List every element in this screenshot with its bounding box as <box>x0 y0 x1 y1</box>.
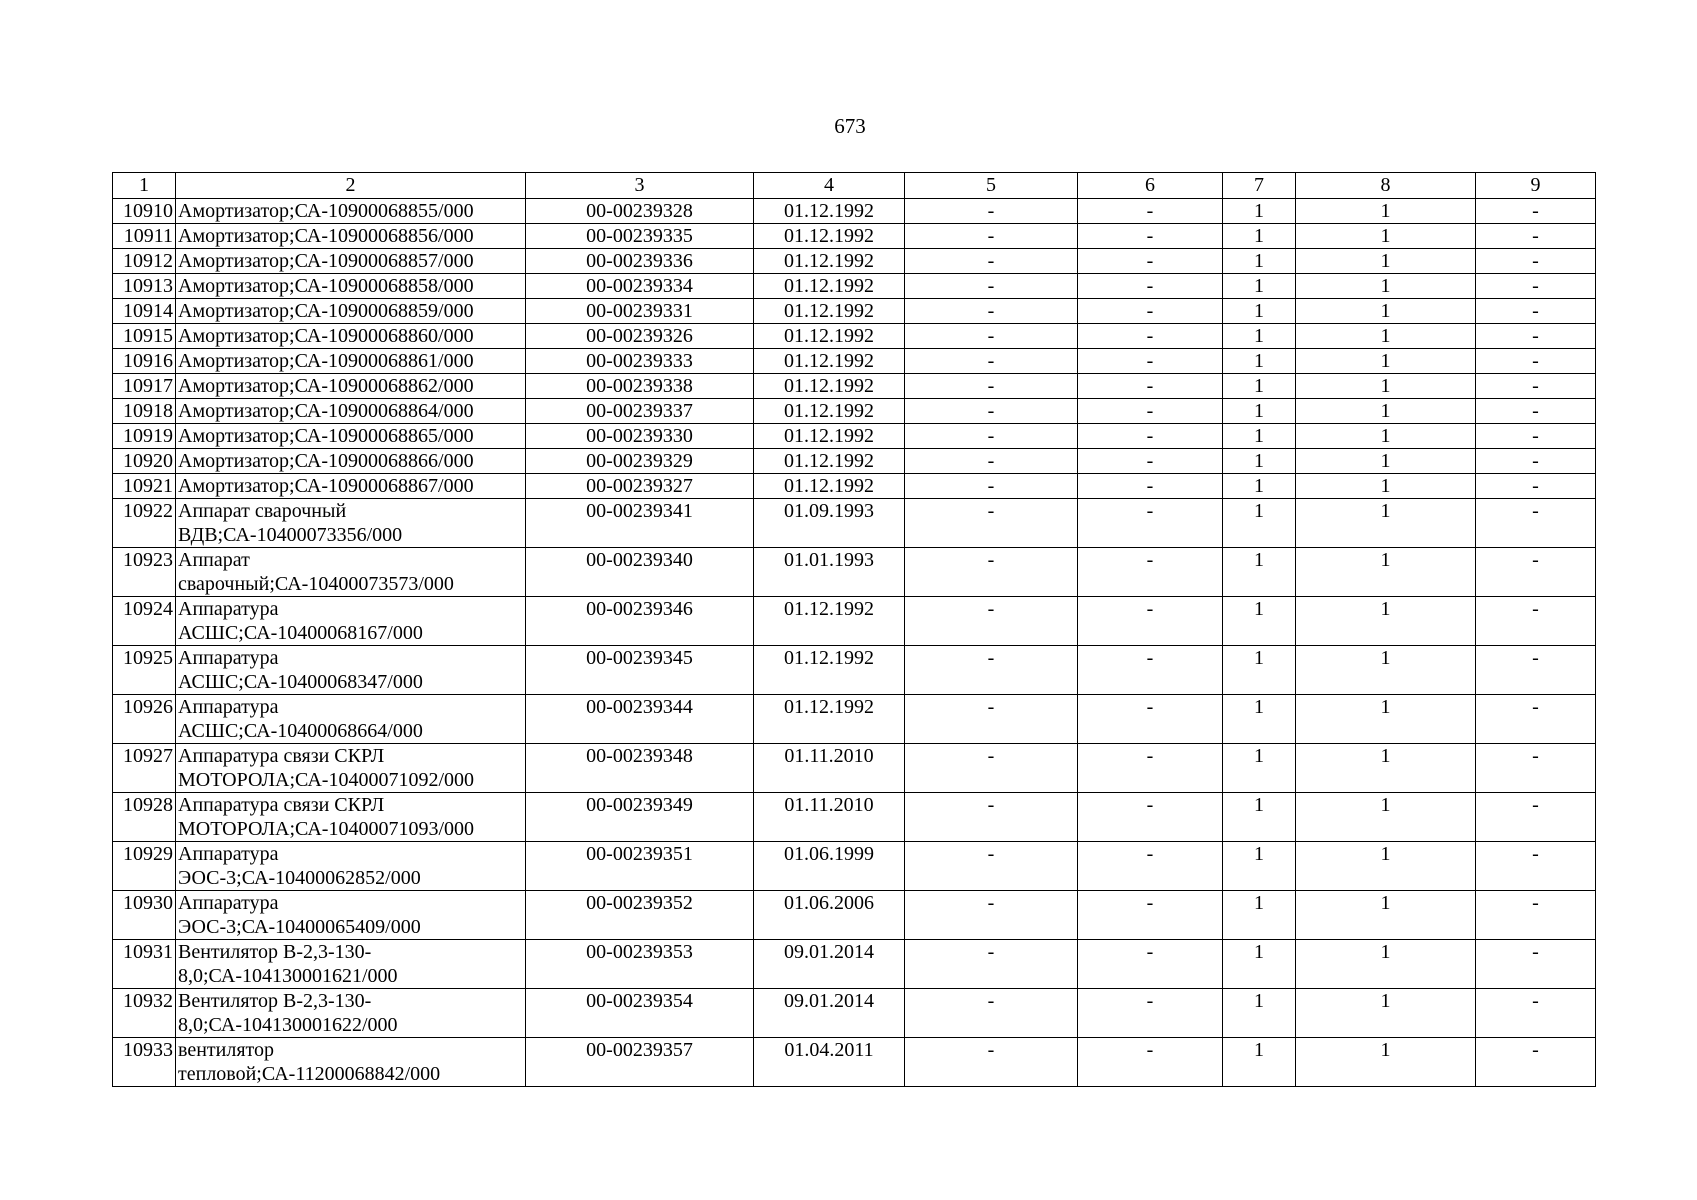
value-6-cell: - <box>1078 842 1223 891</box>
value-8-cell: 1 <box>1296 349 1476 374</box>
item-name-cell: Аппарат сварочный ВДВ;СА-10400073356/000 <box>176 499 526 548</box>
value-7-cell: 1 <box>1223 374 1296 399</box>
value-7-cell: 1 <box>1223 499 1296 548</box>
column-header-3: 3 <box>526 173 754 199</box>
inventory-number-cell: 00-00239331 <box>526 299 754 324</box>
value-6-cell: - <box>1078 399 1223 424</box>
inventory-number-cell: 00-00239327 <box>526 474 754 499</box>
table-row <box>113 399 1596 424</box>
value-7-cell: 1 <box>1223 324 1296 349</box>
item-name-cell: Аппаратура ЭОС-3;СА-10400062852/000 <box>176 842 526 891</box>
inventory-number-cell: 00-00239340 <box>526 548 754 597</box>
row-number-cell: 10923 <box>113 548 176 597</box>
item-name-cell: Амортизатор;СА-10900068857/000 <box>176 249 526 274</box>
row-number-cell: 10925 <box>113 646 176 695</box>
date-cell: 01.12.1992 <box>754 399 905 424</box>
value-9-cell: - <box>1476 449 1596 474</box>
column-header-7: 7 <box>1223 173 1296 199</box>
value-9-cell: - <box>1476 548 1596 597</box>
date-cell: 01.12.1992 <box>754 474 905 499</box>
value-5-cell: - <box>905 299 1078 324</box>
value-5-cell: - <box>905 349 1078 374</box>
column-header-2: 2 <box>176 173 526 199</box>
value-6-cell: - <box>1078 249 1223 274</box>
table-row <box>113 274 1596 299</box>
row-number-cell: 10932 <box>113 989 176 1038</box>
row-number-cell: 10921 <box>113 474 176 499</box>
value-9-cell: - <box>1476 891 1596 940</box>
column-header-4: 4 <box>754 173 905 199</box>
value-6-cell: - <box>1078 474 1223 499</box>
date-cell: 01.11.2010 <box>754 793 905 842</box>
inventory-number-cell: 00-00239354 <box>526 989 754 1038</box>
inventory-number-cell: 00-00239334 <box>526 274 754 299</box>
table-row <box>113 324 1596 349</box>
column-header-9: 9 <box>1476 173 1596 199</box>
table-row <box>113 424 1596 449</box>
date-cell: 01.12.1992 <box>754 349 905 374</box>
table-row <box>113 374 1596 399</box>
value-7-cell: 1 <box>1223 744 1296 793</box>
value-5-cell: - <box>905 424 1078 449</box>
value-5-cell: - <box>905 224 1078 249</box>
inventory-number-cell: 00-00239330 <box>526 424 754 449</box>
value-9-cell: - <box>1476 646 1596 695</box>
value-7-cell: 1 <box>1223 989 1296 1038</box>
table-row <box>113 597 1596 646</box>
value-7-cell: 1 <box>1223 548 1296 597</box>
value-5-cell: - <box>905 274 1078 299</box>
value-7-cell: 1 <box>1223 449 1296 474</box>
value-9-cell: - <box>1476 940 1596 989</box>
value-7-cell: 1 <box>1223 249 1296 274</box>
item-name-cell: Аппаратура связи СКРЛ МОТОРОЛА;СА-10400071093/000 <box>176 793 526 842</box>
row-number-cell: 10915 <box>113 324 176 349</box>
value-7-cell: 1 <box>1223 842 1296 891</box>
value-9-cell: - <box>1476 324 1596 349</box>
row-number-cell: 10931 <box>113 940 176 989</box>
row-number-cell: 10922 <box>113 499 176 548</box>
value-9-cell: - <box>1476 474 1596 499</box>
row-number-cell: 10919 <box>113 424 176 449</box>
item-name-cell: Вентилятор В-2,3-130-8,0;СА-104130001622/000 <box>176 989 526 1038</box>
item-name-cell: Амортизатор;СА-10900068855/000 <box>176 199 526 224</box>
inventory-number-cell: 00-00239337 <box>526 399 754 424</box>
table-row <box>113 940 1596 989</box>
date-cell: 09.01.2014 <box>754 989 905 1038</box>
table-row <box>113 449 1596 474</box>
header-row <box>113 173 1596 199</box>
inventory-number-cell: 00-00239351 <box>526 842 754 891</box>
register-body <box>113 173 1596 1087</box>
date-cell: 01.11.2010 <box>754 744 905 793</box>
value-6-cell: - <box>1078 989 1223 1038</box>
value-9-cell: - <box>1476 349 1596 374</box>
date-cell: 01.12.1992 <box>754 324 905 349</box>
value-9-cell: - <box>1476 842 1596 891</box>
row-number-cell: 10920 <box>113 449 176 474</box>
date-cell: 01.12.1992 <box>754 424 905 449</box>
row-number-cell: 10930 <box>113 891 176 940</box>
value-9-cell: - <box>1476 597 1596 646</box>
inventory-number-cell: 00-00239338 <box>526 374 754 399</box>
value-8-cell: 1 <box>1296 548 1476 597</box>
value-9-cell: - <box>1476 399 1596 424</box>
inventory-number-cell: 00-00239345 <box>526 646 754 695</box>
inventory-number-cell: 00-00239348 <box>526 744 754 793</box>
value-8-cell: 1 <box>1296 249 1476 274</box>
value-8-cell: 1 <box>1296 224 1476 249</box>
table-row <box>113 548 1596 597</box>
row-number-cell: 10910 <box>113 199 176 224</box>
value-6-cell: - <box>1078 349 1223 374</box>
value-8-cell: 1 <box>1296 597 1476 646</box>
date-cell: 01.12.1992 <box>754 199 905 224</box>
item-name-cell: Аппарат сварочный;СА-10400073573/000 <box>176 548 526 597</box>
value-8-cell: 1 <box>1296 793 1476 842</box>
row-number-cell: 10913 <box>113 274 176 299</box>
date-cell: 01.12.1992 <box>754 224 905 249</box>
value-9-cell: - <box>1476 424 1596 449</box>
value-9-cell: - <box>1476 299 1596 324</box>
value-5-cell: - <box>905 793 1078 842</box>
table-row <box>113 299 1596 324</box>
value-5-cell: - <box>905 474 1078 499</box>
row-number-cell: 10911 <box>113 224 176 249</box>
value-8-cell: 1 <box>1296 1038 1476 1087</box>
value-8-cell: 1 <box>1296 695 1476 744</box>
item-name-cell: вентилятор тепловой;СА-11200068842/000 <box>176 1038 526 1087</box>
value-8-cell: 1 <box>1296 989 1476 1038</box>
value-8-cell: 1 <box>1296 646 1476 695</box>
value-7-cell: 1 <box>1223 399 1296 424</box>
row-number-cell: 10917 <box>113 374 176 399</box>
value-5-cell: - <box>905 399 1078 424</box>
row-number-cell: 10928 <box>113 793 176 842</box>
value-9-cell: - <box>1476 199 1596 224</box>
inventory-number-cell: 00-00239329 <box>526 449 754 474</box>
value-7-cell: 1 <box>1223 1038 1296 1087</box>
value-5-cell: - <box>905 940 1078 989</box>
value-8-cell: 1 <box>1296 424 1476 449</box>
value-7-cell: 1 <box>1223 299 1296 324</box>
value-6-cell: - <box>1078 1038 1223 1087</box>
value-8-cell: 1 <box>1296 474 1476 499</box>
date-cell: 01.12.1992 <box>754 646 905 695</box>
value-6-cell: - <box>1078 274 1223 299</box>
item-name-cell: Аппаратура АСШС;СА-10400068167/000 <box>176 597 526 646</box>
date-cell: 01.04.2011 <box>754 1038 905 1087</box>
inventory-number-cell: 00-00239349 <box>526 793 754 842</box>
item-name-cell: Амортизатор;СА-10900068862/000 <box>176 374 526 399</box>
date-cell: 01.12.1992 <box>754 299 905 324</box>
item-name-cell: Аппаратура АСШС;СА-10400068347/000 <box>176 646 526 695</box>
table-row <box>113 646 1596 695</box>
value-9-cell: - <box>1476 695 1596 744</box>
table-row <box>113 744 1596 793</box>
value-5-cell: - <box>905 249 1078 274</box>
date-cell: 01.12.1992 <box>754 249 905 274</box>
inventory-number-cell: 00-00239335 <box>526 224 754 249</box>
item-name-cell: Амортизатор;СА-10900068865/000 <box>176 424 526 449</box>
table-row <box>113 793 1596 842</box>
table-row <box>113 499 1596 548</box>
value-6-cell: - <box>1078 793 1223 842</box>
column-header-1: 1 <box>113 173 176 199</box>
table-row <box>113 891 1596 940</box>
date-cell: 09.01.2014 <box>754 940 905 989</box>
row-number-cell: 10912 <box>113 249 176 274</box>
table-row <box>113 989 1596 1038</box>
value-8-cell: 1 <box>1296 744 1476 793</box>
value-6-cell: - <box>1078 597 1223 646</box>
inventory-number-cell: 00-00239341 <box>526 499 754 548</box>
value-5-cell: - <box>905 646 1078 695</box>
inventory-number-cell: 00-00239357 <box>526 1038 754 1087</box>
inventory-number-cell: 00-00239326 <box>526 324 754 349</box>
item-name-cell: Аппаратура АСШС;СА-10400068664/000 <box>176 695 526 744</box>
item-name-cell: Аппаратура ЭОС-3;СА-10400065409/000 <box>176 891 526 940</box>
value-7-cell: 1 <box>1223 695 1296 744</box>
item-name-cell: Вентилятор В-2,3-130-8,0;СА-104130001621/000 <box>176 940 526 989</box>
table-row <box>113 224 1596 249</box>
inventory-number-cell: 00-00239333 <box>526 349 754 374</box>
date-cell: 01.12.1992 <box>754 374 905 399</box>
item-name-cell: Амортизатор;СА-10900068866/000 <box>176 449 526 474</box>
row-number-cell: 10924 <box>113 597 176 646</box>
value-6-cell: - <box>1078 646 1223 695</box>
value-5-cell: - <box>905 842 1078 891</box>
value-6-cell: - <box>1078 224 1223 249</box>
value-7-cell: 1 <box>1223 199 1296 224</box>
value-6-cell: - <box>1078 891 1223 940</box>
value-7-cell: 1 <box>1223 891 1296 940</box>
value-7-cell: 1 <box>1223 646 1296 695</box>
value-8-cell: 1 <box>1296 374 1476 399</box>
item-name-cell: Амортизатор;СА-10900068856/000 <box>176 224 526 249</box>
value-5-cell: - <box>905 449 1078 474</box>
inventory-number-cell: 00-00239346 <box>526 597 754 646</box>
inventory-number-cell: 00-00239336 <box>526 249 754 274</box>
date-cell: 01.09.1993 <box>754 499 905 548</box>
item-name-cell: Амортизатор;СА-10900068860/000 <box>176 324 526 349</box>
value-5-cell: - <box>905 374 1078 399</box>
row-number-cell: 10918 <box>113 399 176 424</box>
table-row <box>113 349 1596 374</box>
value-9-cell: - <box>1476 274 1596 299</box>
value-7-cell: 1 <box>1223 274 1296 299</box>
date-cell: 01.01.1993 <box>754 548 905 597</box>
item-name-cell: Амортизатор;СА-10900068861/000 <box>176 349 526 374</box>
value-9-cell: - <box>1476 744 1596 793</box>
row-number-cell: 10929 <box>113 842 176 891</box>
row-number-cell: 10927 <box>113 744 176 793</box>
value-7-cell: 1 <box>1223 940 1296 989</box>
value-7-cell: 1 <box>1223 349 1296 374</box>
row-number-cell: 10916 <box>113 349 176 374</box>
inventory-number-cell: 00-00239352 <box>526 891 754 940</box>
row-number-cell: 10926 <box>113 695 176 744</box>
table-row <box>113 695 1596 744</box>
value-8-cell: 1 <box>1296 274 1476 299</box>
value-8-cell: 1 <box>1296 499 1476 548</box>
value-8-cell: 1 <box>1296 449 1476 474</box>
register-table <box>112 172 1596 1087</box>
value-9-cell: - <box>1476 374 1596 399</box>
value-8-cell: 1 <box>1296 199 1476 224</box>
inventory-number-cell: 00-00239353 <box>526 940 754 989</box>
value-6-cell: - <box>1078 324 1223 349</box>
value-7-cell: 1 <box>1223 597 1296 646</box>
value-5-cell: - <box>905 324 1078 349</box>
value-5-cell: - <box>905 548 1078 597</box>
table-row <box>113 249 1596 274</box>
row-number-cell: 10933 <box>113 1038 176 1087</box>
value-8-cell: 1 <box>1296 324 1476 349</box>
value-6-cell: - <box>1078 940 1223 989</box>
page-number: 673 <box>834 114 866 138</box>
value-7-cell: 1 <box>1223 424 1296 449</box>
date-cell: 01.12.1992 <box>754 274 905 299</box>
value-5-cell: - <box>905 199 1078 224</box>
value-7-cell: 1 <box>1223 474 1296 499</box>
value-8-cell: 1 <box>1296 842 1476 891</box>
item-name-cell: Амортизатор;СА-10900068858/000 <box>176 274 526 299</box>
table-row <box>113 842 1596 891</box>
value-9-cell: - <box>1476 249 1596 274</box>
value-5-cell: - <box>905 597 1078 646</box>
date-cell: 01.06.2006 <box>754 891 905 940</box>
value-8-cell: 1 <box>1296 940 1476 989</box>
value-5-cell: - <box>905 1038 1078 1087</box>
value-6-cell: - <box>1078 199 1223 224</box>
value-8-cell: 1 <box>1296 399 1476 424</box>
inventory-number-cell: 00-00239344 <box>526 695 754 744</box>
value-6-cell: - <box>1078 299 1223 324</box>
value-6-cell: - <box>1078 424 1223 449</box>
value-6-cell: - <box>1078 374 1223 399</box>
date-cell: 01.12.1992 <box>754 449 905 474</box>
item-name-cell: Амортизатор;СА-10900068864/000 <box>176 399 526 424</box>
value-6-cell: - <box>1078 695 1223 744</box>
date-cell: 01.12.1992 <box>754 695 905 744</box>
row-number-cell: 10914 <box>113 299 176 324</box>
date-cell: 01.06.1999 <box>754 842 905 891</box>
table-row <box>113 1038 1596 1087</box>
value-9-cell: - <box>1476 1038 1596 1087</box>
value-5-cell: - <box>905 695 1078 744</box>
value-6-cell: - <box>1078 548 1223 597</box>
value-9-cell: - <box>1476 499 1596 548</box>
value-7-cell: 1 <box>1223 224 1296 249</box>
value-9-cell: - <box>1476 793 1596 842</box>
item-name-cell: Аппаратура связи СКРЛ МОТОРОЛА;СА-10400071092/000 <box>176 744 526 793</box>
value-8-cell: 1 <box>1296 299 1476 324</box>
column-header-6: 6 <box>1078 173 1223 199</box>
table-row <box>113 199 1596 224</box>
value-5-cell: - <box>905 499 1078 548</box>
item-name-cell: Амортизатор;СА-10900068867/000 <box>176 474 526 499</box>
value-6-cell: - <box>1078 449 1223 474</box>
column-header-5: 5 <box>905 173 1078 199</box>
value-6-cell: - <box>1078 744 1223 793</box>
date-cell: 01.12.1992 <box>754 597 905 646</box>
value-8-cell: 1 <box>1296 891 1476 940</box>
column-header-8: 8 <box>1296 173 1476 199</box>
value-6-cell: - <box>1078 499 1223 548</box>
value-5-cell: - <box>905 989 1078 1038</box>
inventory-number-cell: 00-00239328 <box>526 199 754 224</box>
value-9-cell: - <box>1476 224 1596 249</box>
value-9-cell: - <box>1476 989 1596 1038</box>
value-5-cell: - <box>905 891 1078 940</box>
value-7-cell: 1 <box>1223 793 1296 842</box>
table-row <box>113 474 1596 499</box>
item-name-cell: Амортизатор;СА-10900068859/000 <box>176 299 526 324</box>
value-5-cell: - <box>905 744 1078 793</box>
